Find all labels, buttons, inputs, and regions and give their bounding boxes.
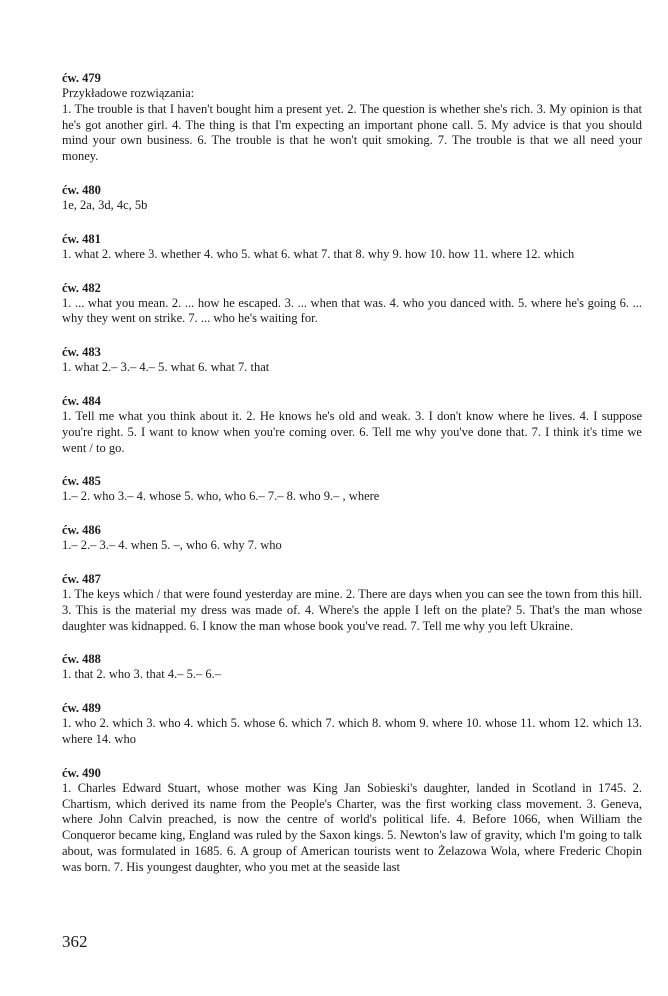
exercise-484	[62, 393, 642, 456]
exercise-answers: 1. The trouble is that I haven't bought him a present yet. 2. The question is whether she's rich. 3. My opinion is that he's got another girl. 4. The thing is that I'm expecting an important phone call. 5. My advice is that you should mind your own business. 6. The trouble is that he won't quit smoking. 7. The trouble is that we all need your money.	[62, 101, 642, 164]
exercise-485	[62, 473, 642, 505]
exercise-488	[62, 651, 642, 683]
exercise-answers: 1.– 2.– 3.– 4. when 5. –, who 6. why 7. who	[62, 538, 282, 553]
page-number: 362	[62, 932, 88, 951]
exercise-title: ćw. 490	[62, 765, 101, 780]
exercise-answers: 1. what 2. where 3. whether 4. who 5. what 6. what 7. that 8. why 9. how 10. how 11. where 12. which	[62, 246, 575, 261]
exercise-title: ćw. 486	[62, 523, 101, 538]
exercise-answers: 1. that 2. who 3. that 4.– 5.– 6.–	[62, 667, 222, 682]
exercise-480	[62, 182, 642, 214]
exercise-489	[62, 700, 642, 748]
exercise-title: ćw. 488	[62, 652, 101, 667]
exercise-answers: 1. who 2. which 3. who 4. which 5. whose 6. which 7. which 8. whom 9. where 10. whose 11. whom 12. which 13. where 14. who	[62, 716, 642, 746]
exercise-answers: 1. Charles Edward Stuart, whose mother was King Jan Sobieski's daughter, landed in Scotland in 1745. 2. Chartism, which derived its name from the People's Charter, was the first working class movement. 3. Geneva, where John Calvin preached, is now the centre of world's political life. 4. Before 1066, when William the Conqueror became king, England was ruled by the Saxon kings. 5. Newton's law of gravity, which I'm going to talk about, was formulated in 1685. 6. A group of American tourists went to Żelazowa Wola, where Frederic Chopin was born. 7. His youngest daughter, who you met at the seaside last	[62, 780, 642, 874]
exercise-title: ćw. 484	[62, 393, 101, 408]
exercise-481	[62, 231, 642, 263]
exercise-title: ćw. 483	[62, 345, 101, 360]
answer-key-page	[62, 70, 642, 893]
exercise-title: ćw. 489	[62, 701, 101, 716]
exercise-title: ćw. 479	[62, 71, 101, 85]
exercise-title: ćw. 485	[62, 474, 101, 489]
exercise-490	[62, 765, 642, 876]
exercise-482	[62, 280, 642, 328]
exercise-487	[62, 571, 642, 634]
exercise-answers: 1e, 2a, 3d, 4c, 5b	[62, 197, 148, 212]
exercise-title: ćw. 481	[62, 231, 101, 246]
exercise-486	[62, 522, 642, 554]
exercise-479	[62, 70, 642, 165]
exercise-answers: 1. Tell me what you think about it. 2. He knows he's old and weak. 3. I don't know where he lives. 4. I suppose you're right. 5. I want to know when you're coming over. 6. Tell me why you've done that. 7. I think it's time we went / to go.	[62, 408, 642, 455]
exercise-answers: 1. The keys which / that were found yesterday are mine. 2. There are days when you can see the town from this hill. 3. This is the material my dress was made of. 4. Where's the apple I left on the plate? 5. That's the man whose daughter was kidnapped. 6. I know the man whose book you've read. 7. Tell me why you left Ukraine.	[62, 586, 642, 633]
exercise-483	[62, 344, 642, 376]
exercise-title: ćw. 487	[62, 571, 101, 586]
exercise-intro: Przykładowe rozwiązania:	[62, 86, 195, 100]
exercise-title: ćw. 480	[62, 182, 101, 197]
exercise-answers: 1.– 2. who 3.– 4. whose 5. who, who 6.– 7.– 8. who 9.– , where	[62, 489, 380, 504]
exercise-answers: 1. what 2.– 3.– 4.– 5. what 6. what 7. that	[62, 360, 270, 375]
exercise-title: ćw. 482	[62, 280, 101, 295]
exercise-answers: 1. ... what you mean. 2. ... how he escaped. 3. ... when that was. 4. who you danced with. 5. where he's going 6. ... why they went on strike. 7. ... who he's waiting for.	[62, 295, 642, 326]
